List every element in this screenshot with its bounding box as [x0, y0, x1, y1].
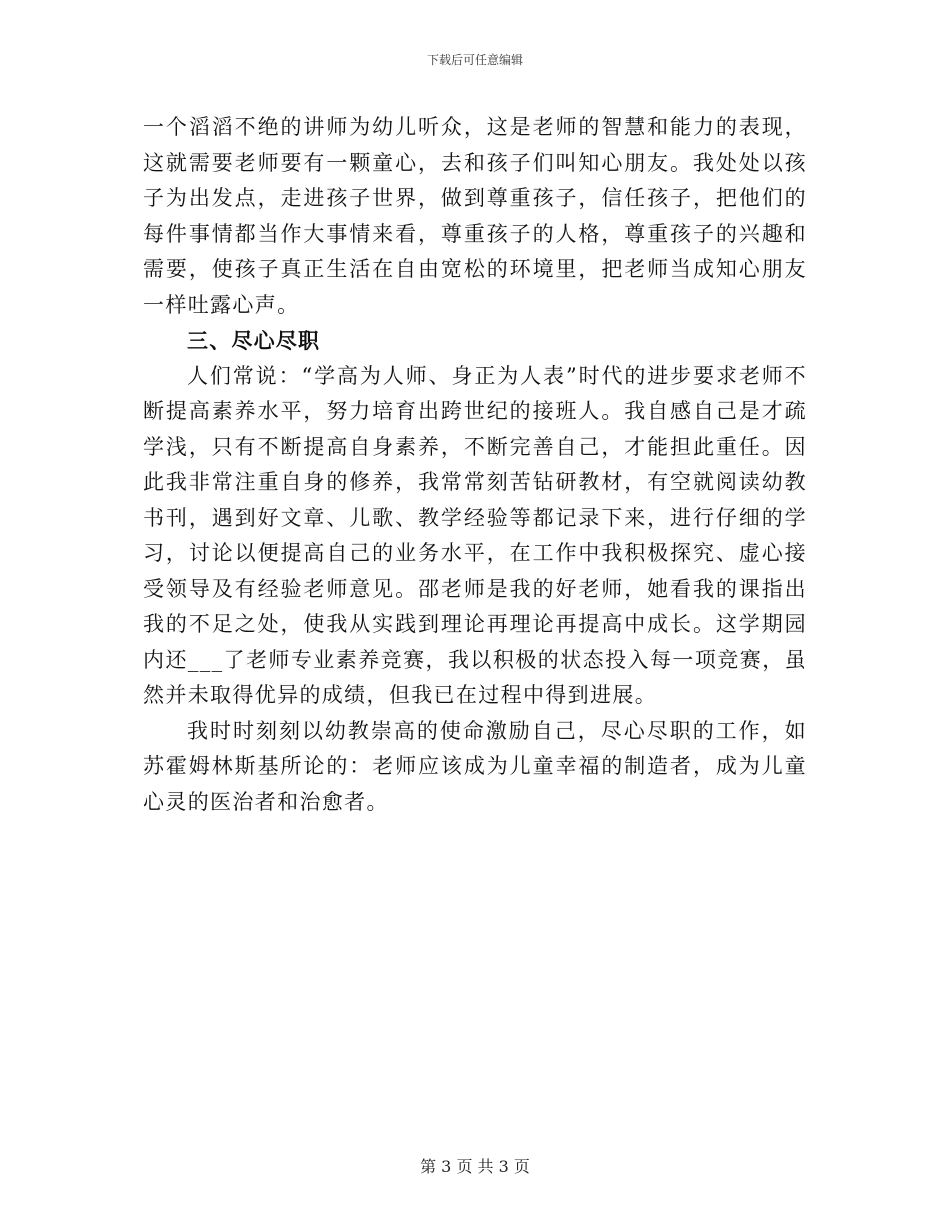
page-header: 下载后可任意编辑 [426, 53, 523, 67]
paragraph-2: 人们常说：“学高为人师、身正为人表”时代的进步要求老师不断提高素养水平，努力培育出跨世纪的接班人。我自感自己是才疏学浅，只有不断提高自身素养，不断完善自己，才能担此重任。因此我非常注重自身的修养，我常常刻苦钻研教材，有空就阅读幼教书刊，遇到好文章、儿歌、教学经验等都记录下来，进行仔细的学习，讨论以便提高自己的业务水平，在工作中我积极探究、虚心接受领导及有经验老师意见。邵老师是我的好老师，她看我的课指出我的不足之处，使我从实践到理论再理论再提高中成长。这学期园内还___了老师专业素养竞赛，我以积极的状态投入每一项竞赛，虽然并未取得优异的成绩，但我已在过程中得到进展。 [143, 363, 807, 707]
page-number: 第 3 页 共 3 页 [420, 1157, 530, 1176]
document-body [143, 110, 807, 820]
section-heading-3: 三、尽心尽职 [187, 328, 321, 353]
paragraph-3: 我时时刻刻以幼教崇高的使命激励自己，尽心尽职的工作，如苏霍姆林斯基所论的：老师应该成为儿童幸福的制造者，成为儿童心灵的医治者和治愈者。 [143, 718, 807, 814]
paragraph-1: 一个滔滔不绝的讲师为幼儿听众，这是老师的智慧和能力的表现，这就需要老师要有一颗童心，去和孩子们叫知心朋友。我处处以孩子为出发点，走进孩子世界，做到尊重孩子，信任孩子，把他们的每件事情都当作大事情来看，尊重孩子的人格，尊重孩子的兴趣和需要，使孩子真正生活在自由宽松的环境里，把老师当成知心朋友一样吐露心声。 [143, 115, 807, 317]
